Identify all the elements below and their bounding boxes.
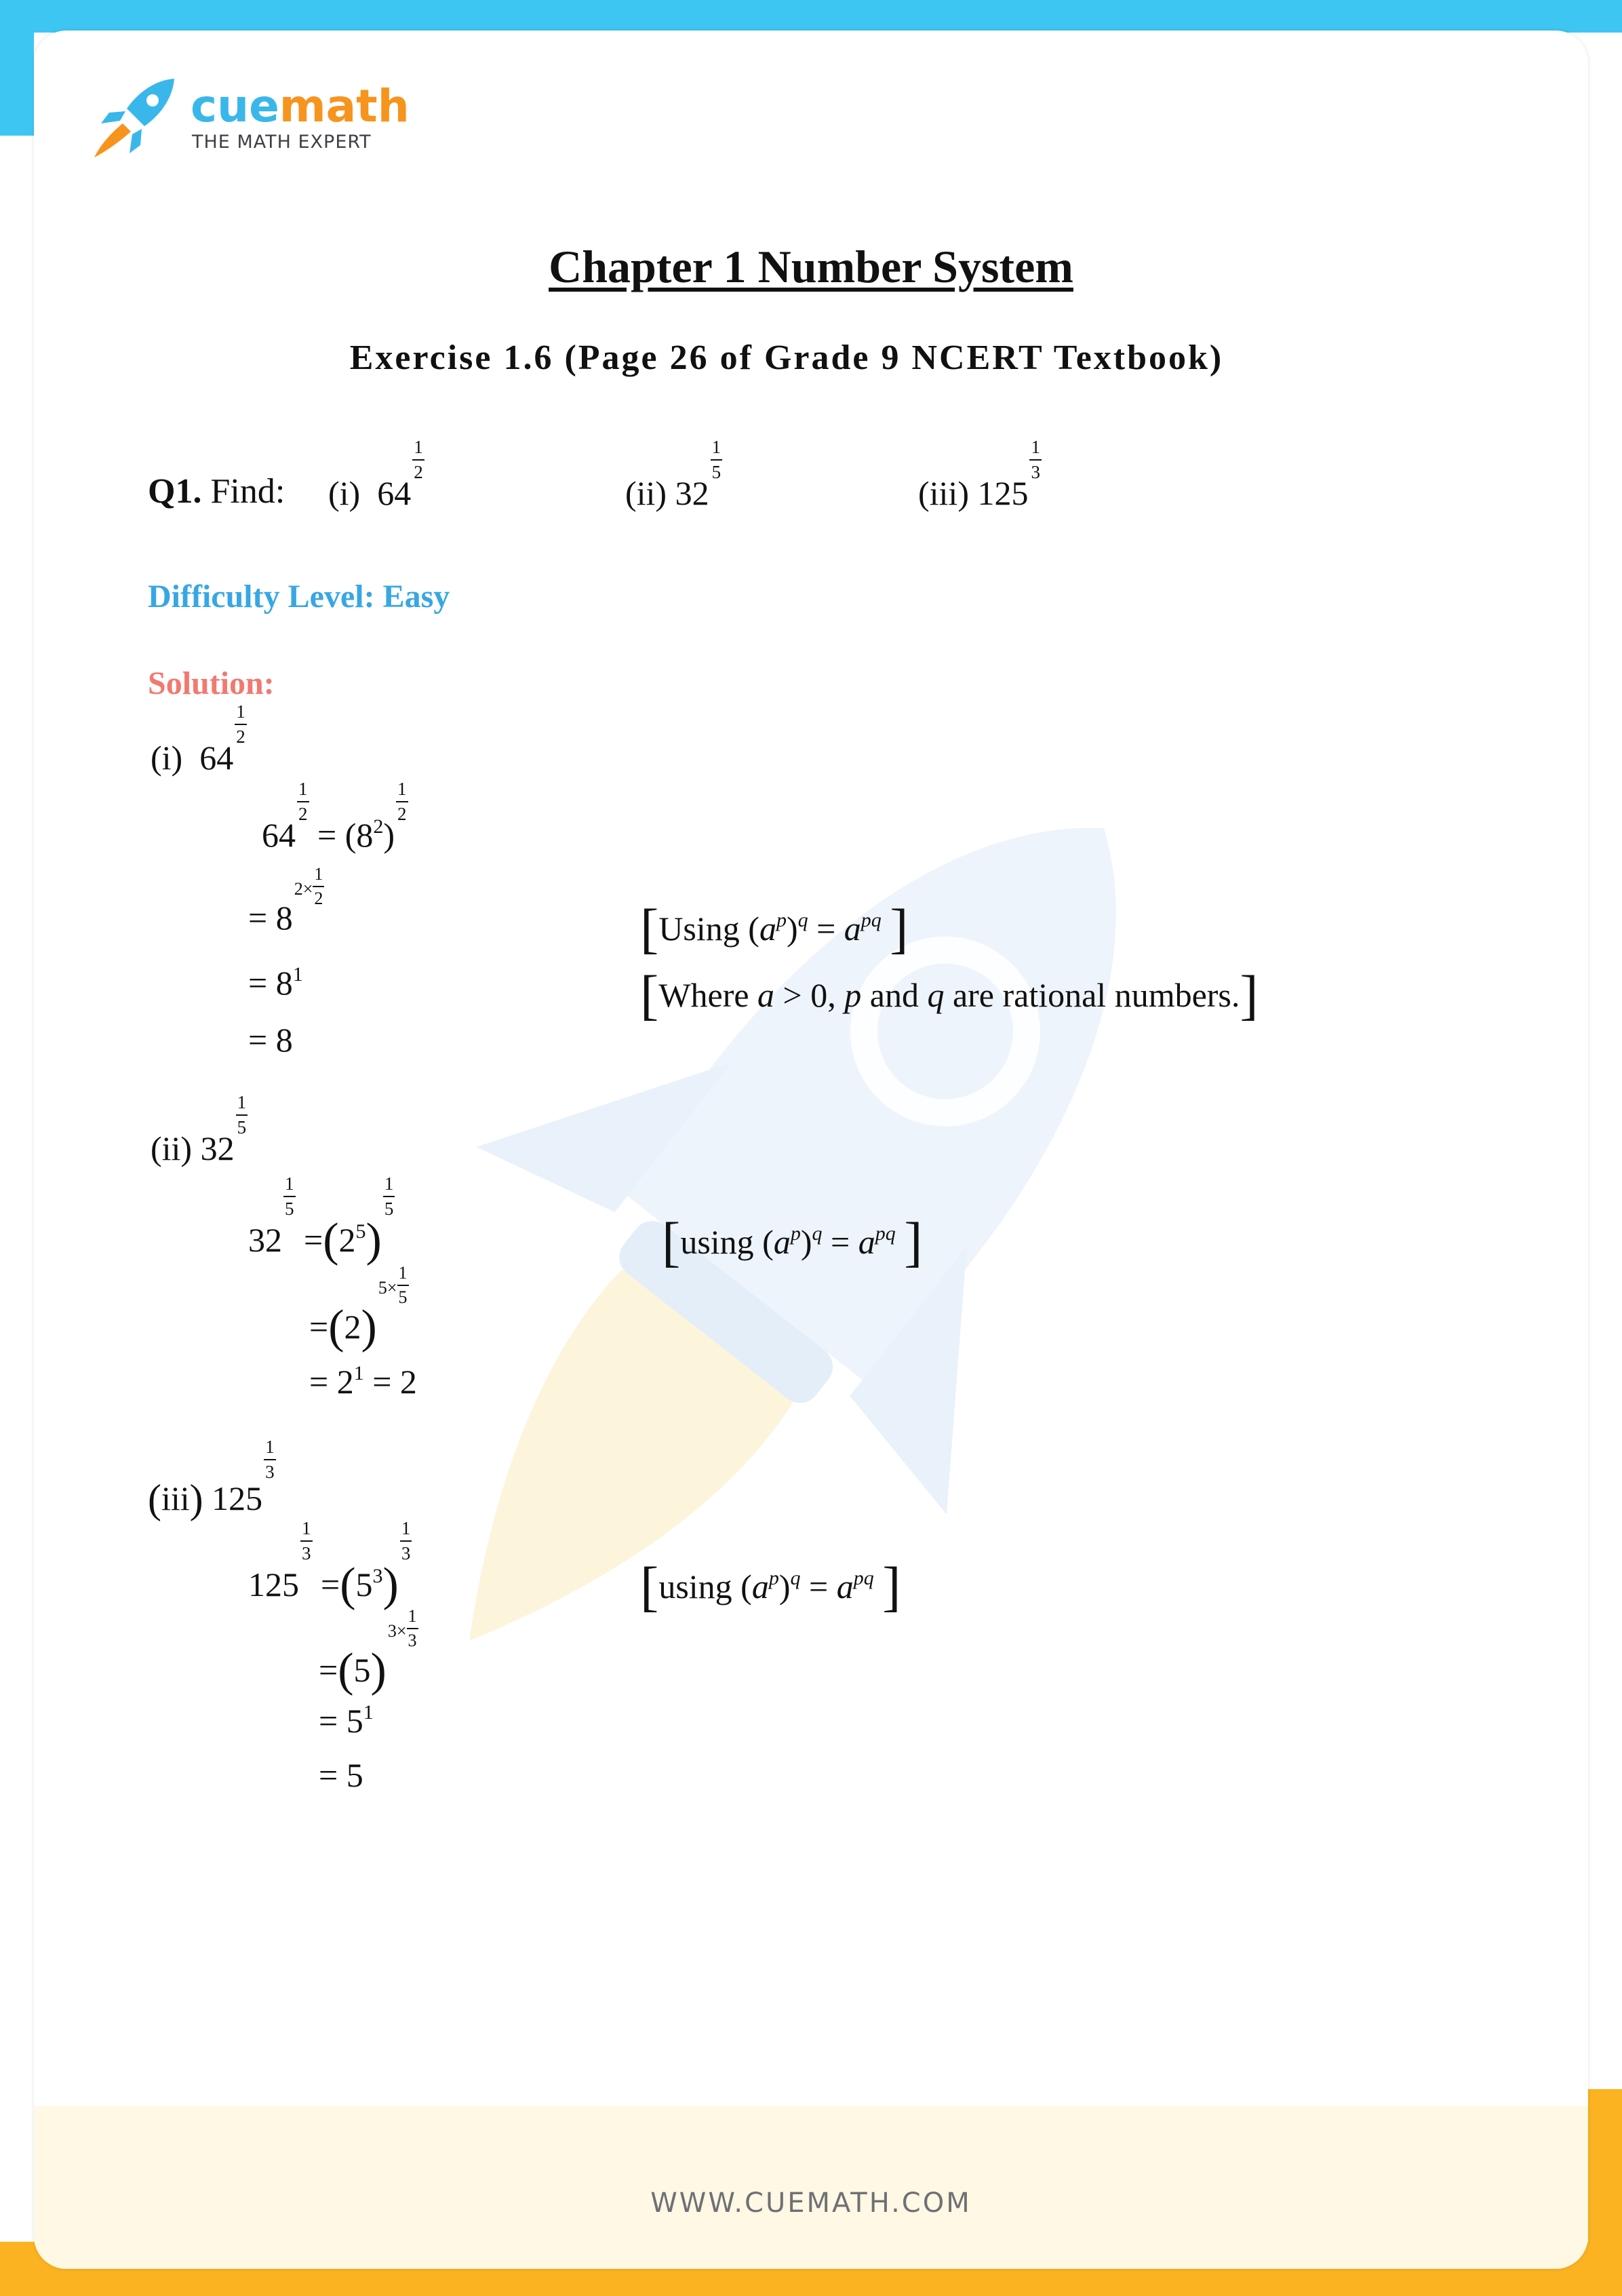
part-iii-step-2: =(5)3× $\frac{1}{3}$: [319, 1606, 417, 1696]
exercise-subtitle: Exercise 1.6 (Page 26 of Grade 9 NCERT Textbook): [349, 338, 1224, 377]
rational-condition-note: [Where a > 0, p and q are rational numbers.]: [640, 964, 1259, 1026]
law-of-exponents-note-2: [using $(a^p)^q = a^{pq}$ ]: [662, 1211, 923, 1272]
solution-heading: Solution:: [148, 665, 275, 701]
question-label: Q1. Find:: [148, 472, 285, 511]
part-i-step-3: = $8^1$: [248, 963, 303, 1002]
law-of-exponents-note-3: [using $(a^p)^q = a^{pq}$ ]: [640, 1555, 901, 1617]
part-iii-step-1: 125 $\frac{1}{3}$ $=(5^3)$ $\frac{1}{3}$: [248, 1518, 411, 1611]
difficulty-level: Difficulty Level: Easy: [148, 579, 450, 615]
part-iii-step-3: = $5^1$: [319, 1701, 374, 1740]
part-i-step-1: 64 $\frac{1}{2}$ = $(8^2)$ $\frac{1}{2}$: [262, 779, 407, 854]
cuemath-rocket-logo-icon: [92, 76, 180, 161]
part-i-step-2: = 82× $\frac{1}{2}$: [248, 864, 323, 937]
part-iii-heading: (iii) 125 $\frac{1}{3}$: [148, 1437, 275, 1521]
question-part-iii: (iii) 125 $\frac{1}{3}$: [918, 437, 1040, 512]
brand-wordmark: cuemath: [191, 80, 410, 132]
law-of-exponents-note-1: [Using $(a^p)^q = a^{pq}$ ]: [640, 897, 909, 959]
brand-tagline: THE MATH EXPERT: [192, 132, 372, 153]
question-part-i: (i) 64 $\frac{1}{2}$: [328, 437, 423, 512]
left-accent-band: [0, 0, 34, 136]
part-ii-step-1: 32 $\frac{1}{5}$ $=(2^5)$ $\frac{1}{5}$: [248, 1173, 394, 1266]
part-ii-step-3: = $2^1 = 2$: [309, 1362, 417, 1401]
part-ii-heading: (ii) 32 $\frac{1}{5}$: [151, 1092, 247, 1167]
part-iii-step-4: = 5: [319, 1756, 363, 1794]
part-i-step-4: = 8: [248, 1021, 293, 1059]
page-title: Chapter 1 Number System: [549, 241, 1073, 292]
top-accent-band: [0, 0, 1622, 33]
question-part-ii: (ii) 32 $\frac{1}{5}$: [625, 437, 721, 512]
part-i-heading: (i) 64 $\frac{1}{2}$: [151, 701, 245, 777]
footer-website-url: WWW.CUEMATH.COM: [650, 2187, 972, 2219]
part-ii-step-2: =(2)5× $\frac{1}{5}$: [309, 1263, 408, 1353]
